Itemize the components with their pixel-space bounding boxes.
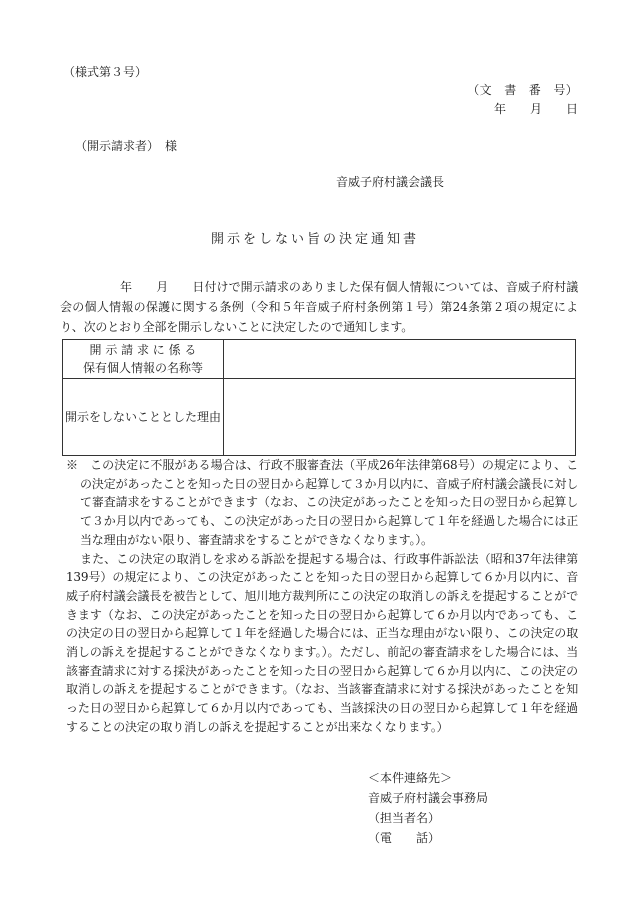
info-name-label [63, 340, 224, 379]
table-row-info-name [63, 340, 576, 379]
document-date: 年 月 日 [493, 102, 578, 116]
contact-heading: ＜本件連絡先＞ [368, 771, 453, 785]
info-name-value [224, 340, 576, 379]
info-name-label-line2: 保有個人情報の名称等 [82, 361, 203, 375]
table-row-reason [63, 379, 576, 456]
body-paragraph: 年 月 日付けで開示請求のありました保有個人情報については、音威子府村議会の個人情報の保護に関する条例（令和５年音威子府村条例第１号）第24条第２項の規定により、次のとおり全部を開示しないことに決定したので通知します。 [60, 280, 578, 334]
reason-label: 開示をしないこととした理由 [63, 379, 224, 456]
sender: 音威子府村議会議長 [336, 175, 445, 189]
note-appeal: ※ この決定に不服がある場合は、行政不服審査法（平成26年法律第68号）の規定により、この決定があったことを知った日の翌日から起算して３か月以内に、音威子府村議会議長に対して審査請求をすることができます（なお、この決定があったことを知った日の翌日から起算して３か月以内であっても、この決定があった日の翌日から起算して１年を経過した場合には正当な理由がない限り、審査請求をすることができなくなります。）。 [66, 458, 578, 547]
contact-person: （担当者名） [368, 811, 441, 825]
document-number: （文 書 番 号） [467, 83, 578, 97]
info-table [62, 339, 576, 456]
notes [62, 456, 578, 737]
reason-value [224, 379, 576, 456]
contact-block [368, 768, 488, 848]
recipient: （開示請求者） 様 [75, 139, 178, 153]
contact-office: 音威子府村議会事務局 [368, 791, 489, 805]
note-lawsuit: また、この決定の取消しを求める訴訟を提起する場合は、行政事件訴訟法（昭和37年法律第139号）の規定により、この決定があったことを知った日の翌日から起算して６か月以内に、音威子府村議会議長を被告として、旭川地方裁判所にこの決定の取消しの訴えを提起することができます（なお、この決定があったことを知った日の翌日から起算して６か月以内であっても、この決定の日の翌日から起算して１年を経過した場合には、正当な理由がない限り、この決定の取消しの訴えを提起することができなくなります。）。ただし、前記の審査請求をした場合には、当該審査請求に対する採決があったことを知った日の翌日から起算して６か月以内に、この決定の取消しの訴えを提起することができます。（なお、当該審査請求に対する採決があったことを知った日の翌日から起算して６か月以内であっても、当該採決の日の翌日から起算して１年を経過することの決定の取り消しの訴えを提起することが出来なくなります。） [66, 551, 578, 734]
form-number: （様式第３号） [63, 65, 148, 79]
info-name-label-line1: 開 示 請 求 に 係 る [89, 343, 197, 357]
contact-phone: （電 話） [368, 831, 441, 845]
document-title: 開示をしない旨の決定通知書 [210, 232, 419, 247]
